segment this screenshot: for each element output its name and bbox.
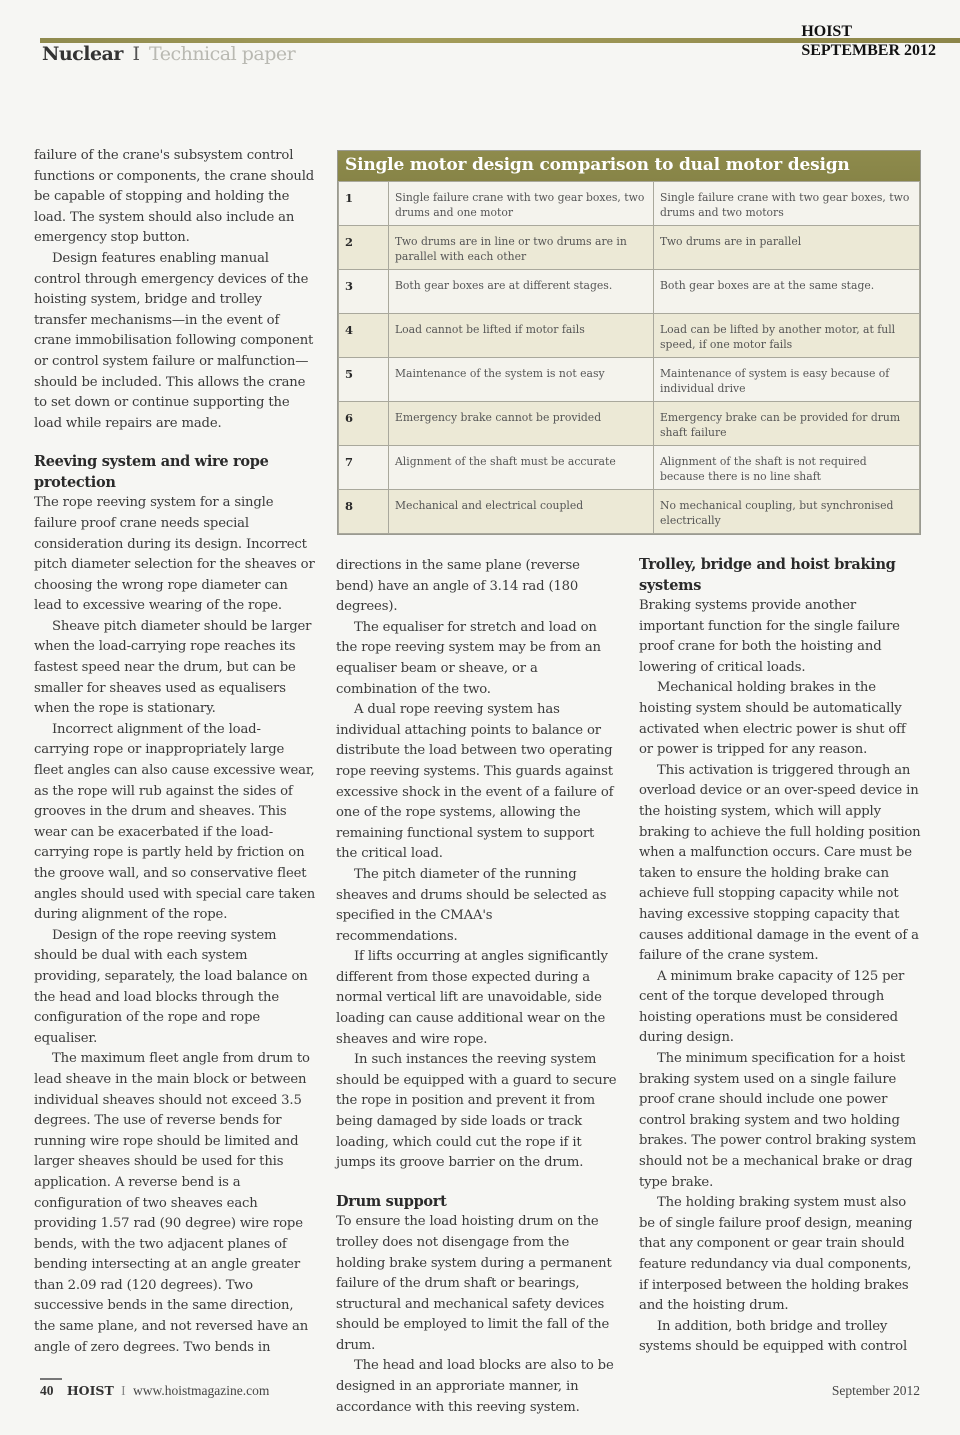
footer-date: September 2012 xyxy=(831,1383,920,1398)
single-motor-cell: Both gear boxes are at different stages. xyxy=(389,270,654,314)
paragraph: In addition, both bridge and trolley systems should be equipped with control xyxy=(639,1318,908,1355)
table-row xyxy=(339,226,920,270)
paragraph: directions in the same plane (reverse bend) have an angle of 3.14 rad (180 degrees). xyxy=(336,558,580,615)
paragraph: The pitch diameter of the running sheaves and drums should be selected as specified in the CMAA's recommendations. xyxy=(336,866,607,944)
table-row xyxy=(339,182,920,226)
section-category: Technical paper xyxy=(149,43,296,65)
row-number: 2 xyxy=(339,226,389,270)
subheading-reeving: Reeving system and wire rope protection xyxy=(34,453,269,491)
paragraph: Sheave pitch diameter should be larger when the load-carrying rope reaches its fastest speed near the drum, but can be smaller for sheaves used as equalisers when the rope is stationary. xyxy=(34,618,312,717)
dual-motor-cell: Alignment of the shaft is not required because there is no line shaft xyxy=(654,446,920,490)
footer-brand: HOIST xyxy=(66,1383,114,1398)
dual-motor-cell: Both gear boxes are at the same stage. xyxy=(654,270,920,314)
single-motor-cell: Maintenance of the system is not easy xyxy=(389,358,654,402)
footer-url[interactable]: www.hoistmagazine.com xyxy=(133,1383,270,1398)
paragraph: Mechanical holding brakes in the hoisting system should be automatically activated when electric power is shut off or power is tripped for any reason. xyxy=(639,680,906,758)
paragraph: The holding braking system must also be of single failure proof design, meaning that any component or gear train should feature redundancy via dual components, if interposed between the holding brakes and the hoisting drum. xyxy=(639,1195,913,1314)
comparison-table xyxy=(337,150,921,535)
dual-motor-cell: Load can be lifted by another motor, at full speed, if one motor fails xyxy=(654,314,920,358)
page-footer xyxy=(40,1383,920,1403)
single-motor-cell: Alignment of the shaft must be accurate xyxy=(389,446,654,490)
magazine-name: HOIST xyxy=(801,23,852,40)
single-motor-cell: Single failure crane with two gear boxes, two drums and one motor xyxy=(389,182,654,226)
column-2 xyxy=(336,556,618,1418)
table-body xyxy=(338,181,920,534)
paragraph: The head and load blocks are also to be designed in an approriate manner, in accordance with this reeving system. xyxy=(336,1358,614,1415)
table-row xyxy=(339,490,920,534)
table-row xyxy=(339,446,920,490)
row-number: 7 xyxy=(339,446,389,490)
row-number: 8 xyxy=(339,490,389,534)
paragraph: To ensure the load hoisting drum on the trolley does not disengage from the holding brake system during a permanent failure of the drum shaft or bearings, structural and mechanical safety devices should be employed to limit the fall of the drum. xyxy=(336,1214,612,1353)
table-row xyxy=(339,402,920,446)
paragraph: The rope reeving system for a single failure proof crane needs special consideration during its design. Incorrect pitch diameter selection for the sheaves or choosing the wrong rope diameter can lead to excessive wearing of the rope. xyxy=(34,495,315,614)
column-1 xyxy=(34,146,316,1358)
paragraph: In such instances the reeving system should be equipped with a guard to secure the rope in position and prevent it from being damaged by side loads or track loading, which could cut the rope if it jumps its groove barrier on the drum. xyxy=(336,1052,617,1171)
dual-motor-cell: No mechanical coupling, but synchronised electrically xyxy=(654,490,920,534)
paragraph: Incorrect alignment of the load-carrying rope or inappropriately large fleet angles can also cause excessive wear, as the rope will rub against the sides of grooves in the drum and sheaves. This wear can be exacerbated if the load-carrying rope is partly held by friction on the groove wall, and so conservative fleet angles should used with special care taken during alignment of the rope. xyxy=(34,721,316,923)
row-number: 5 xyxy=(339,358,389,402)
paragraph: failure of the crane's subsystem control functions or components, the crane should be capable of stopping and holding the load. The system should also include an emergency stop button. xyxy=(34,148,315,246)
single-motor-cell: Load cannot be lifted if motor fails xyxy=(389,314,654,358)
dual-motor-cell: Maintenance of system is easy because of individual drive xyxy=(654,358,920,402)
row-number: 6 xyxy=(339,402,389,446)
paragraph: This activation is triggered through an overload device or an over-speed device in the hoisting system, which will apply braking to achieve the full holding position when a malfunction occurs. Care must be taken to ensure the holding brake can achieve full stopping capacity while not having excessive stopping capacity that causes additional damage in the event of a failure of the crane system. xyxy=(639,762,921,964)
dual-motor-cell: Single failure crane with two gear boxes, two drums and two motors xyxy=(654,182,920,226)
row-number: 4 xyxy=(339,314,389,358)
page-number: 40 xyxy=(40,1383,54,1398)
table-title: Single motor design comparison to dual motor design xyxy=(338,151,920,181)
dual-motor-cell: Two drums are in parallel xyxy=(654,226,920,270)
dual-motor-cell: Emergency brake can be provided for drum shaft failure xyxy=(654,402,920,446)
paragraph: The equaliser for stretch and load on the rope reeving system may be from an equaliser beam or sheave, or a combination of the two. xyxy=(336,619,601,697)
row-number: 3 xyxy=(339,270,389,314)
paragraph: Design features enabling manual control through emergency devices of the hoisting system, bridge and trolley transfer mechanisms—in the event of crane immobilisation following component or control system failure or malfunction—should be included. This allows the crane to set down or continue supporting the load while repairs are made. xyxy=(34,250,314,431)
paragraph: A dual rope reeving system has individual attaching points to balance or distribute the load between two operating rope reeving systems. This guards against excessive shock in the event of a failure of one of the rope systems, allowing the remaining functional system to support the critical load. xyxy=(336,702,614,862)
subheading-braking: Trolley, bridge and hoist braking systems xyxy=(639,556,896,594)
paragraph: Design of the rope reeving system should be dual with each system providing, separately, the load balance on the head and load blocks through the configuration of the rope and rope equaliser. xyxy=(34,927,308,1046)
table-row xyxy=(339,358,920,402)
single-motor-cell: Mechanical and electrical coupled xyxy=(389,490,654,534)
footer-tick xyxy=(40,1378,62,1380)
magazine-header xyxy=(801,22,936,60)
single-motor-cell: Emergency brake cannot be provided xyxy=(389,402,654,446)
section-name: Nuclear xyxy=(42,43,123,65)
section-label xyxy=(42,43,295,65)
section-separator: I xyxy=(132,43,140,65)
paragraph: A minimum brake capacity of 125 per cent of the torque developed through hoisting operations must be considered during design. xyxy=(639,968,905,1046)
row-number: 1 xyxy=(339,182,389,226)
single-motor-cell: Two drums are in line or two drums are in parallel with each other xyxy=(389,226,654,270)
paragraph: If lifts occurring at angles significantly different from those expected during a normal vertical lift are unavoidable, side loading can cause additional wear on the sheaves and wire rope. xyxy=(336,949,608,1047)
table-row xyxy=(339,314,920,358)
paragraph: Braking systems provide another important function for the single failure proof crane for both the hoisting and lowering of critical loads. xyxy=(639,598,900,675)
issue-date: SEPTEMBER 2012 xyxy=(801,42,936,59)
subheading-drum-support: Drum support xyxy=(336,1192,447,1210)
column-3 xyxy=(639,555,921,1358)
footer-separator: I xyxy=(121,1383,126,1398)
table-row xyxy=(339,270,920,314)
paragraph: The maximum fleet angle from drum to lead sheave in the main block or between individual sheaves should not exceed 3.5 degrees. The use of reverse bends for running wire rope should be limited and larger sheaves should be used for this application. A reverse bend is a configuration of two sheaves each providing 1.57 rad (90 degree) wire rope bends, with the two adjacent planes of bending intersecting at an angle greater than 2.09 rad (120 degrees). Two successive bends in the same direction, the same plane, and not reversed have an angle of zero degrees. Two bends in xyxy=(34,1051,310,1355)
paragraph: The minimum specification for a hoist braking system used on a single failure proof crane should include one power control braking system and two holding brakes. The power control braking system should not be a mechanical brake or drag type brake. xyxy=(639,1051,917,1190)
